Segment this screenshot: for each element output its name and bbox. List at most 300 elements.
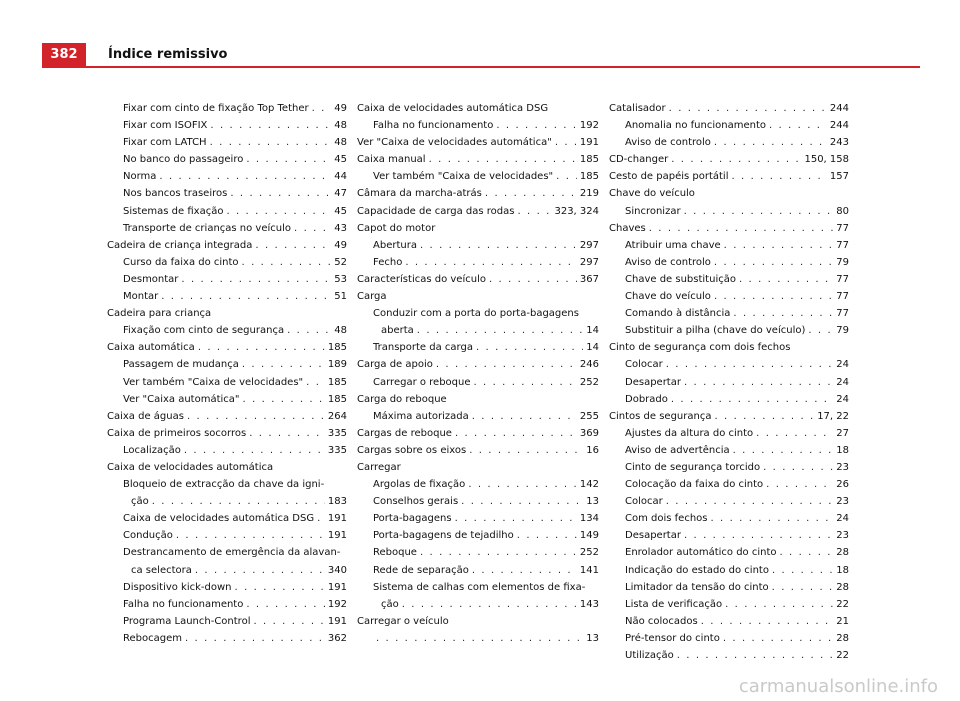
entry-page: 24 (836, 393, 849, 405)
entry-term: Sistemas de fixação (123, 205, 224, 217)
dot-leader (376, 630, 583, 647)
index-entry (357, 527, 599, 544)
entry-term: Desmontar (123, 273, 179, 285)
index-entry (107, 527, 347, 544)
entry-page: 192 (579, 120, 599, 132)
entry-page: 335 (327, 427, 347, 439)
entry-term: Atribuir uma chave (625, 239, 721, 251)
index-entry (609, 356, 849, 373)
entry-page: 28 (836, 547, 849, 559)
entry-page: 53 (334, 273, 347, 285)
entry-term: Pré-tensor do cinto (625, 632, 720, 644)
index-entry (357, 562, 599, 579)
entry-term: Caixa automática (107, 342, 195, 354)
entry-page: 149 (579, 530, 599, 542)
dot-leader (772, 579, 834, 596)
dot-leader (517, 527, 577, 544)
entry-page: 189 (327, 359, 347, 371)
index-entry: Sistema de calhas com elementos de fixa- (373, 581, 586, 593)
entry-term: Programa Launch-Control (123, 615, 251, 627)
dot-leader (485, 185, 577, 202)
index-entry (107, 391, 347, 408)
index-entry (609, 562, 849, 579)
header-rule (42, 66, 920, 68)
dot-leader (420, 237, 577, 254)
entry-term: Abertura (373, 239, 417, 251)
dot-leader (287, 322, 331, 339)
dot-leader (517, 203, 551, 220)
entry-term: Ver também "Caixa de velocidades" (123, 376, 304, 388)
entry-term: Colocação da faixa do cinto (625, 479, 764, 491)
entry-page: 134 (579, 513, 599, 525)
entry-page: 244 (829, 120, 849, 132)
index-entry (107, 117, 347, 134)
dot-leader (723, 630, 833, 647)
entry-term: Curso da faixa do cinto (123, 256, 239, 268)
entry-term: Aviso de controlo (625, 137, 711, 149)
entry-term: Indicação do estado do cinto (625, 564, 769, 576)
index-entry (609, 544, 849, 561)
entry-term: Dispositivo kick-down (123, 581, 232, 593)
dot-leader (417, 322, 583, 339)
entry-page: 24 (836, 376, 849, 388)
entry-term: Lista de verificação (625, 598, 723, 610)
entry-page: 16 (586, 444, 599, 456)
entry-term: CD-changer (609, 154, 669, 166)
dot-leader (476, 339, 583, 356)
dot-leader (766, 476, 833, 493)
index-entry (609, 459, 849, 476)
index-entry (107, 168, 347, 185)
index-entry (357, 374, 599, 391)
index-entry (609, 100, 849, 117)
index-entry (357, 339, 599, 356)
index-entry: Bloqueio de extracção da chave da igni- (123, 479, 325, 491)
entry-page: 43 (334, 222, 347, 234)
entry-term: Caixa de velocidades automática DSG (123, 513, 315, 525)
index-entry (609, 527, 849, 544)
dot-leader (684, 374, 833, 391)
entry-page: 252 (579, 547, 599, 559)
entry-term: Carga de apoio (357, 359, 433, 371)
index-entry (609, 391, 849, 408)
index-entry: Cadeira para criança (107, 308, 212, 320)
dot-leader (684, 203, 834, 220)
entry-page: 13 (586, 632, 599, 644)
entry-page: 185 (327, 376, 347, 388)
index-entry (609, 305, 849, 322)
index-entry (107, 613, 347, 630)
entry-page: 24 (836, 513, 849, 525)
entry-term: Chave de substituição (625, 273, 736, 285)
entry-page: 243 (829, 137, 849, 149)
dot-leader (468, 476, 577, 493)
dot-leader (469, 442, 583, 459)
entry-page: 192 (327, 598, 347, 610)
entry-term: Fixar com LATCH (123, 137, 207, 149)
dot-leader (669, 100, 827, 117)
dot-leader (317, 510, 325, 527)
entry-page: 143 (579, 598, 599, 610)
entry-term: Fixar com ISOFIX (123, 120, 208, 132)
entry-term: Conselhos gerais (373, 496, 459, 508)
index-entry (357, 168, 599, 185)
entry-term: Reboque (373, 547, 417, 559)
dot-leader (780, 544, 834, 561)
entry-term: Não colocados (625, 615, 698, 627)
dot-leader (242, 356, 325, 373)
entry-page: 246 (579, 359, 599, 371)
entry-page: 185 (579, 154, 599, 166)
entry-term: Argolas de fixação (373, 479, 466, 491)
entry-term: Cadeira de criança integrada (107, 239, 253, 251)
dot-leader (725, 596, 833, 613)
dot-leader (159, 168, 331, 185)
entry-page: 191 (327, 581, 347, 593)
index-entry: Carga (357, 291, 387, 303)
dot-leader (555, 134, 577, 151)
index-entry (107, 237, 347, 254)
entry-term: Cargas de reboque (357, 427, 452, 439)
entry-term: Caixa de águas (107, 410, 184, 422)
dot-leader (455, 510, 577, 527)
entry-page: 47 (334, 188, 347, 200)
index-entry: Chave do veículo (609, 188, 695, 200)
dot-leader (733, 442, 834, 459)
entry-term: No banco do passageiro (123, 154, 244, 166)
dot-leader (246, 596, 325, 613)
index-entry (609, 408, 849, 425)
index-entry (609, 220, 849, 237)
dot-leader (402, 596, 577, 613)
entry-term: Características do veículo (357, 273, 486, 285)
entry-term: Condução (123, 530, 173, 542)
index-entry (357, 596, 599, 613)
entry-page: 14 (586, 325, 599, 337)
entry-page: 340 (327, 564, 347, 576)
dot-leader (714, 408, 814, 425)
index-entry (609, 476, 849, 493)
index-entry (107, 203, 347, 220)
index-entry (107, 185, 347, 202)
dot-leader (420, 544, 577, 561)
entry-page: 141 (579, 564, 599, 576)
index-entry (609, 237, 849, 254)
index-entry (357, 510, 599, 527)
entry-page: 22 (836, 598, 849, 610)
entry-page: 21 (836, 615, 849, 627)
entry-term: Nos bancos traseiros (123, 188, 228, 200)
dot-leader (472, 408, 577, 425)
entry-page: 23 (836, 461, 849, 473)
index-entry (107, 322, 347, 339)
dot-leader (739, 271, 833, 288)
index-entry (107, 374, 347, 391)
entry-term: Fixar com cinto de fixação Top Tether (123, 103, 309, 114)
index-entry (357, 322, 599, 339)
dot-leader (455, 425, 577, 442)
entry-term: Sincronizar (625, 205, 681, 217)
index-entry (107, 442, 347, 459)
entry-page: 255 (579, 410, 599, 422)
entry-page: 23 (836, 530, 849, 542)
dot-leader (666, 356, 834, 373)
entry-term: Cesto de papéis portátil (609, 171, 729, 183)
dot-leader (677, 647, 834, 664)
dot-leader (184, 442, 325, 459)
index-entry (357, 237, 599, 254)
index-entry (357, 271, 599, 288)
entry-page: 28 (836, 581, 849, 593)
index-entry (609, 254, 849, 271)
entry-page: 44 (334, 171, 347, 183)
index-entry (357, 117, 599, 134)
entry-page: 52 (334, 256, 347, 268)
index-entry (609, 613, 849, 630)
index-entry (357, 356, 599, 373)
entry-term: Carregar o reboque (373, 376, 471, 388)
dot-leader (242, 254, 332, 271)
index-column-1 (107, 100, 347, 647)
entry-term: Desapertar (625, 376, 681, 388)
index-entry (357, 476, 599, 493)
entry-term: Máxima autorizada (373, 410, 469, 422)
dot-leader (684, 527, 833, 544)
dot-leader (210, 134, 332, 151)
entry-page: 24 (836, 359, 849, 371)
dot-leader (671, 391, 833, 408)
entry-page: 79 (836, 325, 849, 337)
entry-page: 23 (836, 496, 849, 508)
index-entry (357, 151, 599, 168)
index-entry (609, 630, 849, 647)
index-entry (107, 271, 347, 288)
index-entry: Caixa de velocidades automática DSG (357, 103, 549, 114)
dot-leader (235, 579, 325, 596)
entry-term: Limitador da tensão do cinto (625, 581, 769, 593)
index-entry (609, 425, 849, 442)
index-entry (609, 596, 849, 613)
entry-term: ção (381, 598, 399, 610)
dot-leader (714, 288, 833, 305)
dot-leader (255, 237, 331, 254)
index-entry (107, 510, 347, 527)
entry-page: 191 (579, 137, 599, 149)
dot-leader (405, 254, 577, 271)
entry-page: 77 (836, 239, 849, 251)
dot-leader (732, 168, 827, 185)
entry-term: Caixa de primeiros socorros (107, 427, 247, 439)
index-entry (609, 134, 849, 151)
dot-leader (489, 271, 577, 288)
dot-leader (763, 459, 833, 476)
dot-leader (243, 391, 325, 408)
entry-page: 48 (334, 120, 347, 132)
entry-term: Utilização (625, 650, 674, 661)
entry-page: 185 (579, 171, 599, 183)
dot-leader (246, 151, 331, 168)
index-entry (357, 544, 599, 561)
entry-term: Aviso de advertência (625, 444, 730, 456)
entry-page: 49 (334, 239, 347, 251)
entry-page: 335 (327, 444, 347, 456)
entry-page: 244 (829, 103, 849, 114)
index-entry (107, 151, 347, 168)
entry-term: Enrolador automático do cinto (625, 547, 777, 559)
dot-leader (714, 134, 827, 151)
index-entry: Cinto de segurança com dois fechos (609, 342, 791, 354)
entry-page: 14 (586, 342, 599, 354)
index-entry (107, 425, 347, 442)
entry-page: 17, 22 (817, 410, 849, 422)
dot-leader (733, 305, 833, 322)
index-entry (357, 134, 599, 151)
entry-page: 49 (334, 103, 347, 114)
index-entry (357, 254, 599, 271)
dot-leader (496, 117, 577, 134)
dot-leader (429, 151, 577, 168)
entry-term: Cinto de segurança torcido (625, 461, 761, 473)
entry-term: Rede de separação (373, 564, 469, 576)
index-entry (107, 288, 347, 305)
index-entry (609, 271, 849, 288)
entry-term: Transporte de crianças no veículo (123, 222, 292, 234)
entry-term: Chave do veículo (625, 291, 711, 303)
entry-page: 45 (334, 154, 347, 166)
entry-term: Ver também "Caixa de velocidades" (373, 171, 554, 183)
index-entry (107, 356, 347, 373)
entry-page: 264 (327, 410, 347, 422)
dot-leader (176, 527, 325, 544)
index-entry (107, 493, 347, 510)
dot-leader (161, 288, 331, 305)
index-entry (357, 203, 599, 220)
dot-leader (649, 220, 834, 237)
entry-term: Rebocagem (123, 632, 182, 644)
dot-leader (756, 425, 833, 442)
entry-page: 79 (836, 256, 849, 268)
entry-page: 77 (836, 273, 849, 285)
index-entry (609, 493, 849, 510)
dot-leader (195, 562, 325, 579)
dot-leader (461, 493, 583, 510)
dot-leader (306, 374, 325, 391)
entry-page: 77 (836, 222, 849, 234)
page-number: 382 (42, 43, 86, 67)
entry-term: Anomalia no funcionamento (625, 120, 766, 132)
entry-term: ca selectora (131, 564, 192, 576)
index-column-3 (609, 100, 849, 664)
entry-term: ção (131, 496, 149, 508)
watermark: carmanualsonline.info (738, 676, 938, 697)
index-entry (107, 562, 347, 579)
entry-page: 18 (836, 444, 849, 456)
index-entry (357, 408, 599, 425)
index-entry (107, 339, 347, 356)
dot-leader (249, 425, 325, 442)
entry-term: Ajustes da altura do cinto (625, 427, 754, 439)
entry-term: Colocar (625, 359, 663, 371)
index-entry (107, 579, 347, 596)
entry-page: 18 (836, 564, 849, 576)
entry-term: Aviso de controlo (625, 256, 711, 268)
index-entry (609, 288, 849, 305)
entry-term: Norma (123, 171, 157, 183)
entry-page: 183 (327, 496, 347, 508)
entry-term: Cargas sobre os eixos (357, 444, 467, 456)
dot-leader (198, 339, 325, 356)
index-entry (357, 185, 599, 202)
entry-page: 13 (586, 496, 599, 508)
index-entry: Conduzir com a porta do porta-bagagens (373, 308, 579, 320)
entry-page: 27 (836, 427, 849, 439)
entry-page: 48 (334, 137, 347, 149)
entry-term: Fixação com cinto de segurança (123, 325, 285, 337)
index-entry (357, 493, 599, 510)
index-entry: Caixa de velocidades automática (107, 461, 274, 473)
dot-leader (294, 220, 331, 237)
entry-page: 367 (579, 273, 599, 285)
entry-term: Localização (123, 444, 181, 456)
index-entry (609, 374, 849, 391)
dot-leader (474, 374, 577, 391)
entry-page: 323, 324 (554, 205, 599, 217)
dot-leader (472, 562, 577, 579)
entry-term: Ver "Caixa de velocidades automática" (357, 137, 552, 149)
entry-term: Ver "Caixa automática" (123, 393, 240, 405)
entry-page: 80 (836, 205, 849, 217)
index-column-2 (357, 100, 599, 647)
index-entry (107, 408, 347, 425)
dot-leader (772, 562, 833, 579)
index-entry (609, 647, 849, 664)
dot-leader (714, 254, 833, 271)
entry-term: Fecho (373, 256, 403, 268)
entry-term: Capacidade de carga das rodas (357, 205, 515, 217)
dot-leader (230, 185, 331, 202)
entry-term: Com dois fechos (625, 513, 708, 525)
entry-term: Cintos de segurança (609, 410, 712, 422)
index-entry (357, 630, 599, 647)
entry-page: 219 (579, 188, 599, 200)
entry-page: 362 (327, 632, 347, 644)
index-entry (107, 220, 347, 237)
entry-page: 142 (579, 479, 599, 491)
index-entry (609, 117, 849, 134)
entry-page: 48 (334, 325, 347, 337)
dot-leader (769, 117, 827, 134)
dot-leader (671, 151, 801, 168)
entry-term: Caixa manual (357, 154, 426, 166)
dot-leader (185, 630, 325, 647)
entry-term: aberta (381, 325, 414, 337)
entry-page: 51 (334, 291, 347, 303)
index-entry (609, 168, 849, 185)
index-entry (107, 134, 347, 151)
entry-term: Transporte da carga (373, 342, 473, 354)
dot-leader (556, 168, 577, 185)
index-entry (609, 442, 849, 459)
index-entry (107, 100, 347, 117)
index-entry: Carregar (357, 461, 401, 473)
entry-page: 191 (327, 530, 347, 542)
dot-leader (187, 408, 325, 425)
entry-page: 297 (579, 239, 599, 251)
dot-leader (312, 100, 332, 117)
entry-term: Passagem de mudança (123, 359, 239, 371)
entry-page: 150, 158 (804, 154, 849, 166)
entry-page: 45 (334, 205, 347, 217)
